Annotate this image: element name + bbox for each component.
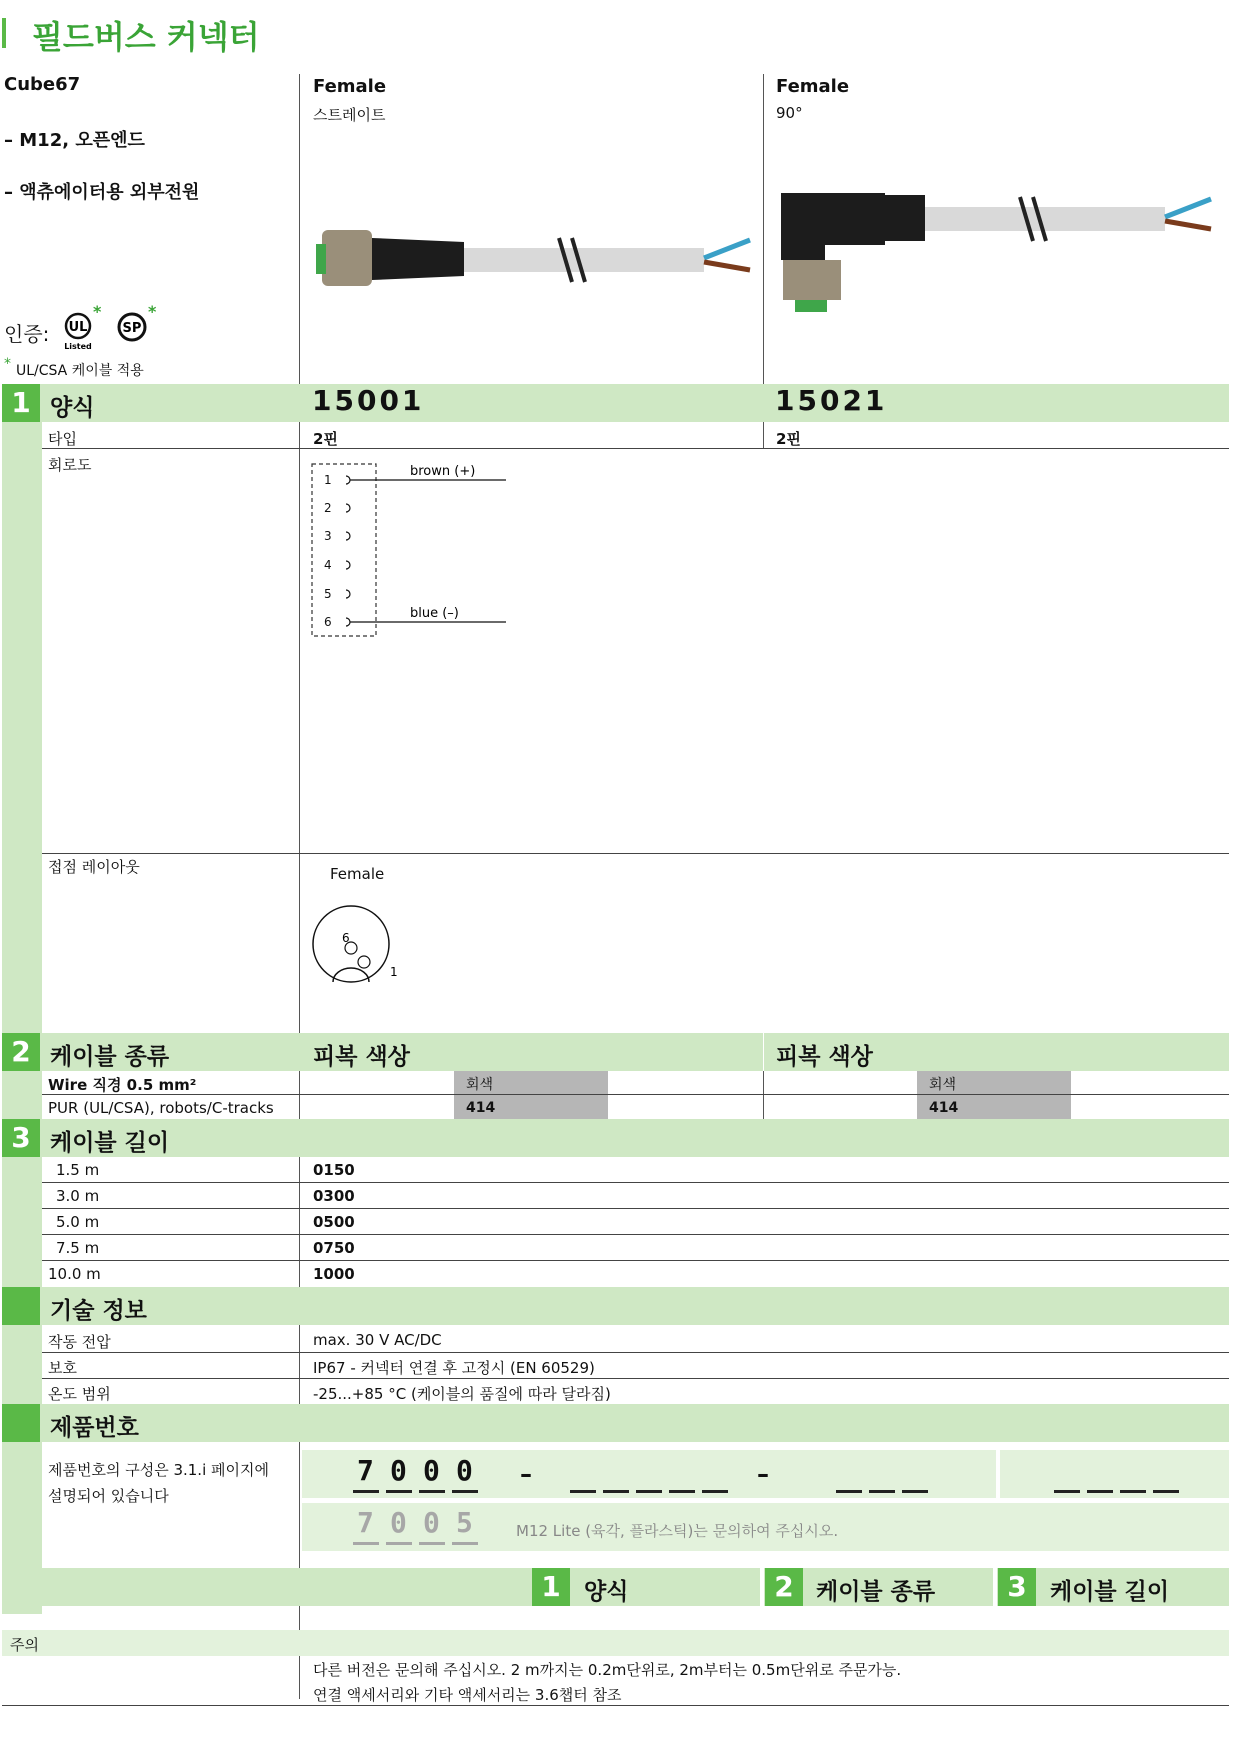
variant2-code: 15021 xyxy=(775,384,888,417)
section2-col1-title: 피복 색상 xyxy=(313,1044,410,1070)
desc-line-2: – 액츄에이터용 외부전원 xyxy=(4,182,200,203)
lite-note: M12 Lite (육각, 플라스틱)는 문의하여 주십시오. xyxy=(516,1522,839,1540)
section1-number: 1 xyxy=(2,384,40,422)
col-divider-1 xyxy=(299,74,300,1699)
section2-title: 케이블 종류 xyxy=(50,1044,170,1070)
partno-desc-2: 설명되어 있습니다 xyxy=(48,1487,169,1505)
notes-line-1: 다른 버전은 문의해 주십시오. 2 m까지는 0.2m단위로, 2m부터는 0.5m단위로 주문가능. xyxy=(313,1661,902,1679)
contact-layout-svg xyxy=(306,900,406,990)
svg-text:4: 4 xyxy=(324,558,332,572)
length-row-line-4 xyxy=(42,1260,1229,1261)
cable-slot-3 xyxy=(902,1490,928,1493)
angled-connector-image xyxy=(775,185,1215,320)
tech-row-line-2 xyxy=(42,1378,1229,1379)
wire-row-label: Wire 직경 0.5 mm² xyxy=(48,1076,197,1094)
bottom-line xyxy=(2,1705,1229,1706)
legend-gap-1 xyxy=(760,1568,764,1606)
code1-underline-1 xyxy=(353,1490,379,1493)
code2-digit-3: 0 xyxy=(423,1506,440,1539)
circuit-diagram-svg xyxy=(310,460,520,640)
variant1-code: 15001 xyxy=(312,384,425,417)
cert-label: 인증: xyxy=(4,322,50,346)
length-slot-4 xyxy=(1153,1490,1179,1493)
legend-number-2: 2 xyxy=(765,1568,803,1606)
form-slot-2 xyxy=(603,1490,629,1493)
straight-connector-photo xyxy=(314,200,754,310)
length-code-5: 1000 xyxy=(313,1265,355,1283)
length-label-1: 1.5 m xyxy=(56,1161,100,1179)
section3-header-bg xyxy=(2,1119,1229,1157)
tech-label-3: 온도 범위 xyxy=(48,1385,111,1403)
contact-label: 접점 레이아웃 xyxy=(48,858,140,876)
code1-underline-3 xyxy=(419,1490,445,1493)
svg-text:1: 1 xyxy=(390,965,398,979)
type-row-line xyxy=(42,448,1229,449)
svg-text:6: 6 xyxy=(324,615,332,629)
partno-title: 제품번호 xyxy=(50,1415,139,1441)
length-label-5: 10.0 m xyxy=(48,1265,101,1283)
color-code-1: 414 xyxy=(466,1100,496,1116)
partno-desc-1: 제품번호의 구성은 3.1.i 페이지에 xyxy=(48,1461,269,1479)
cable-slot-1 xyxy=(836,1490,862,1493)
length-code-1: 0150 xyxy=(313,1161,355,1179)
tech-header-bg xyxy=(2,1287,1229,1325)
pur-row-label: PUR (UL/CSA), robots/C-tracks xyxy=(48,1099,274,1117)
variant2-style: 90° xyxy=(776,104,803,122)
tech-label-1: 작동 전압 xyxy=(48,1333,111,1351)
csa-logo xyxy=(112,310,152,350)
cable-slot-2 xyxy=(869,1490,895,1493)
length-row-line-1 xyxy=(42,1182,1229,1183)
section1-header-bg xyxy=(2,384,1229,422)
legend-label-2: 케이블 종류 xyxy=(816,1579,936,1605)
svg-text:2: 2 xyxy=(324,501,332,515)
svg-text:6: 6 xyxy=(342,931,350,945)
length-code-3: 0500 xyxy=(313,1213,355,1231)
code2-underline-3 xyxy=(419,1542,445,1545)
notes-bg xyxy=(2,1630,1229,1656)
code2-digit-1: 7 xyxy=(357,1506,374,1539)
color-name-2: 회색 xyxy=(929,1077,957,1093)
wire-row-line xyxy=(42,1094,1229,1095)
tech-value-3: -25...+85 °C (케이블의 품질에 따라 달라짐) xyxy=(313,1385,611,1403)
svg-text:brown (+): brown (+) xyxy=(410,464,476,479)
length-label-4: 7.5 m xyxy=(56,1239,100,1257)
color-name-1: 회색 xyxy=(466,1077,494,1093)
desc-line-1: – M12, 오픈엔드 xyxy=(4,130,145,151)
type-label: 타입 xyxy=(48,430,77,448)
code2-digit-2: 0 xyxy=(390,1506,407,1539)
partno-header-marker xyxy=(2,1404,40,1442)
length-slot-1 xyxy=(1054,1490,1080,1493)
tech-title: 기술 정보 xyxy=(50,1298,147,1324)
section2-header-bg xyxy=(2,1033,1229,1071)
tech-value-1: max. 30 V AC/DC xyxy=(313,1331,442,1349)
contact-gender: Female xyxy=(330,865,385,883)
contact-layout-diagram xyxy=(306,900,406,990)
series-name: Cube67 xyxy=(4,74,81,95)
code1-digit-3: 0 xyxy=(423,1454,440,1487)
svg-text:3: 3 xyxy=(324,529,332,543)
circuit-diagram xyxy=(310,460,520,640)
code2-underline-4 xyxy=(452,1542,478,1545)
straight-connector-image xyxy=(314,200,754,310)
tech-value-2: IP67 - 커넥터 연결 후 고정시 (EN 60529) xyxy=(313,1359,595,1377)
col-divider-2 xyxy=(763,74,764,384)
section3-number: 3 xyxy=(2,1119,40,1157)
section1-title: 양식 xyxy=(50,395,95,421)
length-slot-3 xyxy=(1120,1490,1146,1493)
code2-underline-2 xyxy=(386,1542,412,1545)
section2-divider xyxy=(763,1071,764,1119)
svg-text:Listed: Listed xyxy=(64,342,92,350)
tech-row-line-1 xyxy=(42,1352,1229,1353)
csa-logo-icon xyxy=(112,310,152,350)
length-slot-2 xyxy=(1087,1490,1113,1493)
code2-underline-1 xyxy=(353,1542,379,1545)
legend-number-1: 1 xyxy=(532,1568,570,1606)
legend-label-3: 케이블 길이 xyxy=(1050,1579,1170,1605)
form-slot-1 xyxy=(570,1490,596,1493)
variant2-type: 2핀 xyxy=(776,430,801,448)
circuit-row-line xyxy=(42,853,1229,854)
variant1-type: 2핀 xyxy=(313,430,338,448)
section3-title: 케이블 길이 xyxy=(50,1130,170,1156)
ul-logo-icon xyxy=(58,310,98,350)
ul-star: * xyxy=(93,302,102,321)
form-slot-5 xyxy=(702,1490,728,1493)
code1-digit-1: 7 xyxy=(357,1454,374,1487)
svg-text:SP: SP xyxy=(122,321,142,336)
code1-separator-2: – xyxy=(757,1460,769,1488)
code2-digit-4: 5 xyxy=(456,1506,473,1539)
section2-col2-title: 피복 색상 xyxy=(776,1044,873,1070)
length-label-3: 5.0 m xyxy=(56,1213,100,1231)
color-code-2: 414 xyxy=(929,1100,959,1116)
ul-logo xyxy=(58,310,98,350)
tech-label-2: 보호 xyxy=(48,1359,77,1377)
length-code-2: 0300 xyxy=(313,1187,355,1205)
svg-text:UL: UL xyxy=(68,320,88,335)
variant1-gender: Female xyxy=(313,76,387,97)
length-row-line-3 xyxy=(42,1234,1229,1235)
cert-note: UL/CSA 케이블 적용 xyxy=(16,363,144,379)
notes-label: 주의 xyxy=(10,1636,39,1654)
form-slot-4 xyxy=(669,1490,695,1493)
form-slot-3 xyxy=(636,1490,662,1493)
cert-note-star: * xyxy=(4,356,11,372)
variant1-style: 스트레이트 xyxy=(313,106,386,124)
variant2-gender: Female xyxy=(776,76,850,97)
legend-number-3: 3 xyxy=(998,1568,1036,1606)
svg-text:blue (–): blue (–) xyxy=(410,606,459,621)
section2-number: 2 xyxy=(2,1033,40,1071)
code1-digit-2: 0 xyxy=(390,1454,407,1487)
code1-underline-2 xyxy=(386,1490,412,1493)
notes-line-2: 연결 액세서리와 기타 액세서리는 3.6챕터 참조 xyxy=(313,1686,622,1704)
csa-star: * xyxy=(148,302,157,321)
svg-text:1: 1 xyxy=(324,473,332,487)
title-bar xyxy=(2,18,6,48)
legend-blank xyxy=(300,1568,530,1606)
length-label-2: 3.0 m xyxy=(56,1187,100,1205)
svg-text:5: 5 xyxy=(324,587,332,601)
legend-gap-2 xyxy=(993,1568,997,1606)
code-box-length xyxy=(1000,1450,1229,1498)
tech-header-marker xyxy=(2,1287,40,1325)
partno-header-bg xyxy=(2,1404,1229,1442)
code1-separator-1: – xyxy=(520,1460,532,1488)
code1-digit-4: 0 xyxy=(456,1454,473,1487)
length-row-line-2 xyxy=(42,1208,1229,1209)
length-code-4: 0750 xyxy=(313,1239,355,1257)
legend-label-1: 양식 xyxy=(584,1579,629,1605)
type-row-divider xyxy=(763,422,764,448)
page-title: 필드버스 커넥터 xyxy=(32,18,260,56)
angled-connector-photo xyxy=(775,185,1215,320)
section2-col-gap xyxy=(763,1033,764,1071)
code1-underline-4 xyxy=(452,1490,478,1493)
circuit-label: 회로도 xyxy=(48,456,92,474)
